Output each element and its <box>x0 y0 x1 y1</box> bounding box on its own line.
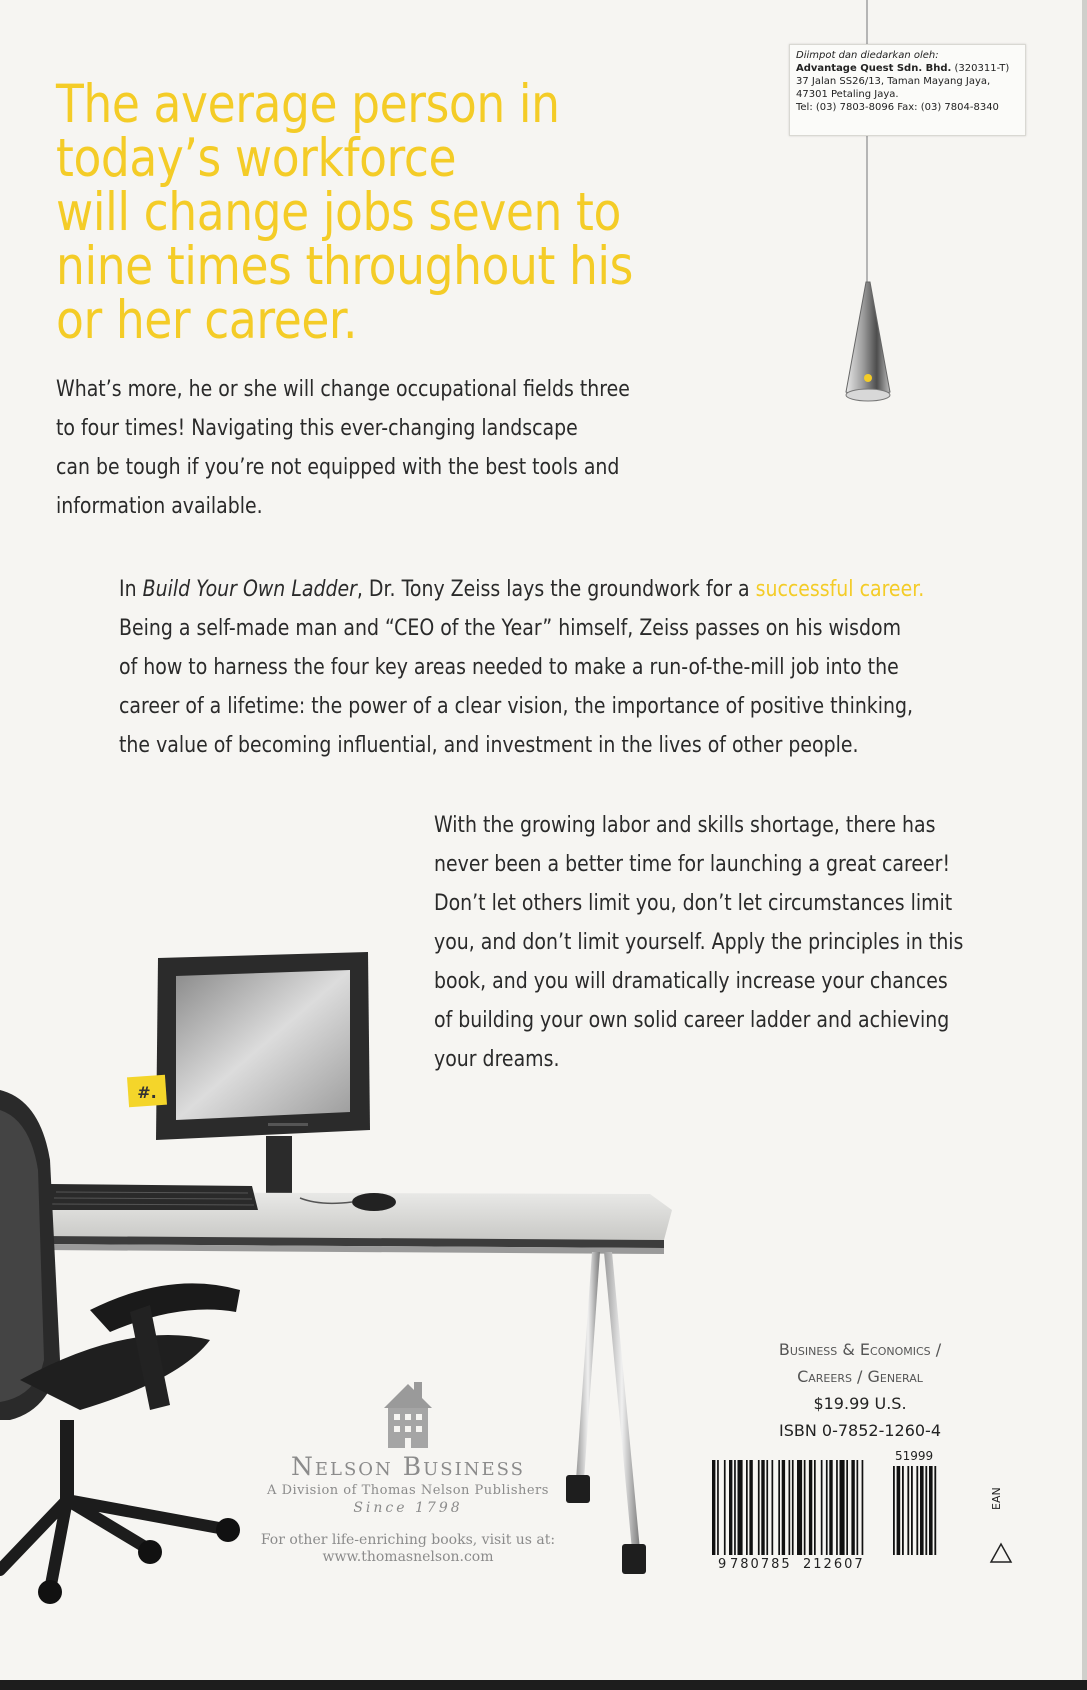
paragraph-line: book, and you will dramatically increase your chances <box>434 969 948 994</box>
highlighted-phrase: successful career. <box>755 577 925 602</box>
headline-line: today’s workforce <box>56 128 457 189</box>
barcode-digits: 780785 <box>730 1557 792 1572</box>
sticker-line: 47301 Petaling Jaya. <box>796 89 899 100</box>
barcode-addon: 51999 <box>895 1450 934 1463</box>
paragraph-text: In <box>119 577 143 602</box>
paragraph-line: of building your own solid career ladder and achieving <box>434 1008 950 1033</box>
ean-label: EAN <box>990 1487 1003 1510</box>
sticky-note-text: #. <box>137 1083 157 1102</box>
sticker-company: Advantage Quest Sdn. Bhd. <box>796 63 952 74</box>
publisher-since: Since 1798 <box>353 1500 463 1516</box>
bisac-category: Careers / General <box>797 1367 923 1386</box>
paragraph-line: your dreams. <box>434 1047 560 1072</box>
description-paragraph <box>119 570 924 765</box>
sticky-note <box>127 1075 167 1108</box>
bisac-category: Business & Economics / <box>778 1340 942 1359</box>
price: $19.99 U.S. <box>813 1394 907 1413</box>
intro-paragraph <box>56 370 630 526</box>
headline-line: will change jobs seven to <box>56 182 621 243</box>
office-illustration <box>0 940 700 1690</box>
paragraph-text: , Dr. Tony Zeiss lays the groundwork for a <box>356 577 756 602</box>
paragraph-line: to four times! Navigating this ever-changing landscape <box>56 416 578 441</box>
sticker-line: 37 Jalan SS26/13, Taman Mayang Jaya, <box>796 76 991 87</box>
publisher-name: Nelson Business <box>291 1452 525 1481</box>
keyboard-icon <box>48 1184 258 1210</box>
paragraph-line: information available. <box>56 494 263 519</box>
paragraph-line: career of a lifetime: the power of a clear vision, the importance of positive thinking, <box>119 694 914 719</box>
paragraph-line: the value of becoming influential, and investment in the lives of other people. <box>119 733 859 758</box>
sticker-line: Diimpot dan diedarkan oleh: <box>796 50 939 61</box>
monitor-icon <box>156 952 370 1210</box>
isbn: ISBN 0-7852-1260-4 <box>778 1421 942 1440</box>
book-title: Build Your Own Ladder <box>142 577 357 602</box>
paragraph-line: can be tough if you’re not equipped with the best tools and <box>56 455 620 480</box>
publisher-house-logo <box>378 1378 438 1450</box>
price-block <box>730 1336 990 1444</box>
headline-line: The average person in <box>56 74 560 135</box>
publisher-url: www.thomasnelson.com <box>322 1549 494 1565</box>
office-chair-icon <box>0 1090 240 1604</box>
importer-sticker <box>789 44 1026 136</box>
headline-line: nine times throughout his <box>56 236 633 297</box>
cover-edge <box>1082 0 1087 1690</box>
barcode-digit: 9 <box>718 1557 727 1572</box>
paragraph-line: never been a better time for launching a great career! <box>434 852 951 877</box>
pendant-lamp-icon <box>838 280 898 420</box>
sticker-reg: (320311-T) <box>954 63 1010 74</box>
paragraph-line: you, and don’t limit yourself. Apply the principles in this <box>434 930 964 955</box>
paragraph-line: What’s more, he or she will change occupational fields three <box>56 377 630 402</box>
paragraph-line: of how to harness the four key areas needed to make a run-of-the-mill job into the <box>119 655 899 680</box>
headline <box>56 74 633 351</box>
lamp-wire <box>866 0 868 282</box>
sticker-line: Tel: (03) 7803-8096 Fax: (03) 7804-8340 <box>796 102 999 113</box>
paragraph-line: Being a self-made man and “CEO of the Year” himself, Zeiss passes on his wisdom <box>119 616 902 641</box>
publisher-division: A Division of Thomas Nelson Publishers <box>267 1483 549 1498</box>
mouse-icon <box>352 1193 396 1211</box>
cover-bottom-edge <box>0 1680 1087 1690</box>
publisher-block <box>218 1378 598 1566</box>
headline-line: or her career. <box>56 290 358 351</box>
barcode <box>708 1450 1013 1575</box>
publisher-visit-text: For other life-enriching books, visit us at: <box>260 1532 556 1548</box>
barcode-digits: 212607 <box>803 1557 865 1572</box>
paragraph-line: With the growing labor and skills shortage, there has <box>434 813 936 838</box>
paragraph-line: Don’t let others limit you, don’t let circumstances limit <box>434 891 953 916</box>
